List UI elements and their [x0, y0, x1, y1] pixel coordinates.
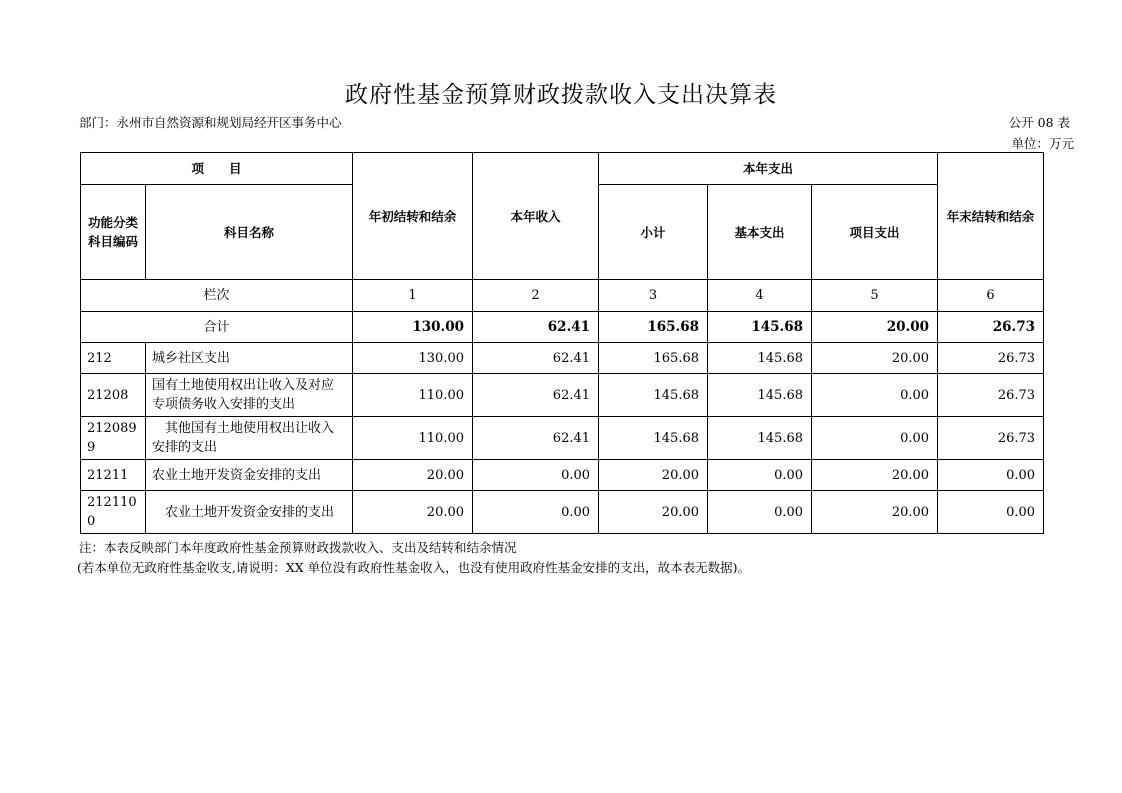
row-value: 145.68: [599, 417, 708, 460]
row-value: 62.41: [473, 417, 599, 460]
table-row: [81, 374, 1044, 417]
row-name: 农业土地开发资金安排的支出: [146, 460, 353, 491]
column-number: 5: [812, 280, 938, 312]
row-name: 农业土地开发资金安排的支出: [146, 491, 353, 534]
column-number: 3: [599, 280, 708, 312]
column-number: 1: [353, 280, 473, 312]
row-value: 0.00: [473, 491, 599, 534]
row-value: 145.68: [708, 343, 812, 374]
header-item: 项 目: [81, 153, 353, 185]
row-value: 130.00: [353, 343, 473, 374]
department-label: 部门：永州市自然资源和规划局经开区事务中心: [79, 115, 342, 130]
total-value: 145.68: [708, 312, 812, 343]
header-expense: 本年支出: [599, 153, 938, 185]
row-value: 20.00: [599, 460, 708, 491]
row-name: 城乡社区支出: [146, 343, 353, 374]
row-value: 0.00: [708, 460, 812, 491]
row-value: 0.00: [473, 460, 599, 491]
table-row: [81, 491, 1044, 534]
header-code: 功能分类科目编码: [81, 185, 146, 280]
row-value: 26.73: [938, 417, 1044, 460]
row-value: 0.00: [938, 460, 1044, 491]
row-value: 62.41: [473, 374, 599, 417]
row-code: 2121100: [81, 491, 146, 534]
column-number: 4: [708, 280, 812, 312]
row-value: 20.00: [599, 491, 708, 534]
header-name: 科目名称: [146, 185, 353, 280]
row-value: 62.41: [473, 343, 599, 374]
row-value: 20.00: [812, 460, 938, 491]
budget-table: [80, 152, 1044, 534]
row-value: 145.68: [708, 374, 812, 417]
column-number-label: 栏次: [81, 280, 353, 312]
row-value: 26.73: [938, 343, 1044, 374]
total-label: 合计: [81, 312, 353, 343]
row-value: 110.00: [353, 374, 473, 417]
row-value: 0.00: [812, 374, 938, 417]
total-value: 130.00: [353, 312, 473, 343]
row-name: 国有土地使用权出让收入及对应专项债务收入安排的支出: [146, 374, 353, 417]
total-value: 26.73: [938, 312, 1044, 343]
row-value: 0.00: [812, 417, 938, 460]
row-value: 20.00: [353, 460, 473, 491]
header-opening: 年初结转和结余: [353, 153, 473, 280]
row-code: 21211: [81, 460, 146, 491]
row-value: 26.73: [938, 374, 1044, 417]
row-value: 20.00: [812, 343, 938, 374]
page-title: 政府性基金预算财政拨款收入支出决算表: [345, 82, 777, 108]
header-row-1: [81, 153, 1044, 185]
row-code: 21208: [81, 374, 146, 417]
row-value: 165.68: [599, 343, 708, 374]
table-row: [81, 417, 1044, 460]
header-income: 本年收入: [473, 153, 599, 280]
header-closing: 年末结转和结余: [938, 153, 1044, 280]
table-row: [81, 460, 1044, 491]
row-value: 0.00: [708, 491, 812, 534]
total-value: 165.68: [599, 312, 708, 343]
column-number: 6: [938, 280, 1044, 312]
table-row: [81, 343, 1044, 374]
row-value: 145.68: [708, 417, 812, 460]
row-value: 110.00: [353, 417, 473, 460]
column-number-row: [81, 280, 1044, 312]
form-number: 公开 08 表: [1008, 115, 1070, 130]
footnote-explanation: (若本单位无政府性基金收支,请说明：XX 单位没有政府性基金收入，也没有使用政府性基金安排的支出，故本表无数据)。: [77, 560, 751, 575]
total-row: [81, 312, 1044, 343]
header-subtotal: 小计: [599, 185, 708, 280]
header-project: 项目支出: [812, 185, 938, 280]
unit-label: 单位：万元: [1011, 136, 1074, 151]
footnote: 注：本表反映部门本年度政府性基金预算财政拨款收入、支出及结转和结余情况: [79, 540, 517, 555]
total-value: 62.41: [473, 312, 599, 343]
row-value: 20.00: [812, 491, 938, 534]
column-number: 2: [473, 280, 599, 312]
row-value: 0.00: [938, 491, 1044, 534]
row-value: 20.00: [353, 491, 473, 534]
row-code: 2120899: [81, 417, 146, 460]
header-basic: 基本支出: [708, 185, 812, 280]
total-value: 20.00: [812, 312, 938, 343]
row-code: 212: [81, 343, 146, 374]
row-value: 145.68: [599, 374, 708, 417]
row-name: 其他国有土地使用权出让收入安排的支出: [146, 417, 353, 460]
